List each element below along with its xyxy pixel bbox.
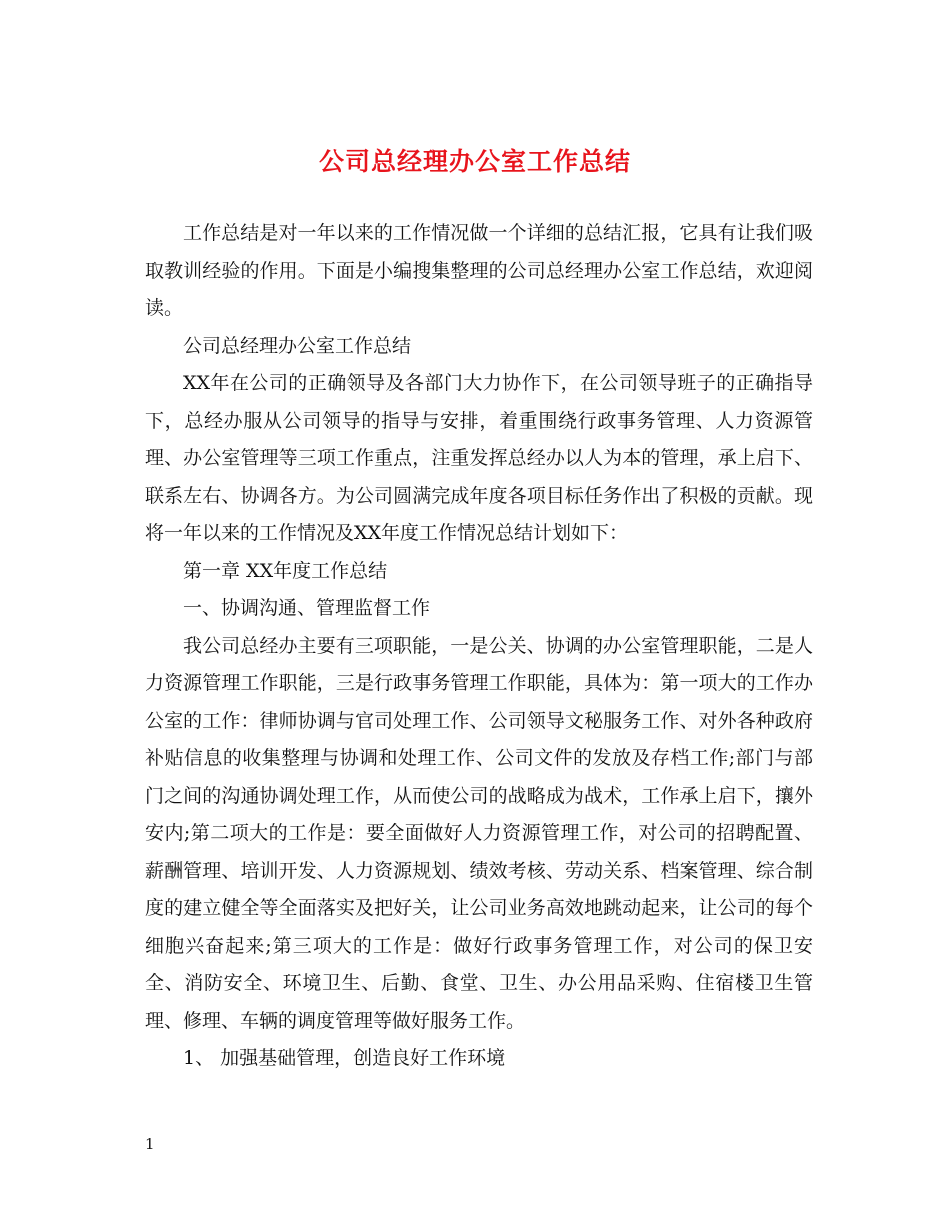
list-item-heading: 1、 加强基础管理，创造良好工作环境 [183,1047,506,1069]
document-body [145,215,813,1078]
page-number: 1 [145,1135,155,1153]
chapter-heading: 第一章 XX年度工作总结 [183,559,388,582]
intro-paragraph: 工作总结是对一年以来的工作情况做一个详细的总结汇报，它具有让我们吸取教训经验的作用。下面是小编搜集整理的公司总经理办公室工作总结，欢迎阅读。 [145,222,813,319]
overview-paragraph: XX年在公司的正确领导及各部门大力协作下，在公司领导班子的正确指导下，总经办服从公司领导的指导与安排，着重围绕行政事务管理、人力资源管理、办公室管理等三项工作重点，注重发挥总经办以人为本的管理，承上启下、联系左右、协调各方。为公司圆满完成年度各项目标任务作出了积极的贡献。现将一年以来的工作情况及XX年度工作情况总结计划如下： [145,372,813,544]
subsection-heading: 一、协调沟通、管理监督工作 [183,597,431,619]
document-title: 公司总经理办公室工作总结 [318,147,631,176]
duties-paragraph: 我公司总经办主要有三项职能，一是公关、协调的办公室管理职能，二是人力资源管理工作职能，三是行政事务管理工作职能，具体为：第一项大的工作办公室的工作：律师协调与官司处理工作、公司领导文秘服务工作、对外各种政府补贴信息的收集整理与协调和处理工作、公司文件的发放及存档工作;部门与部门之间的沟通协调处理工作，从而使公司的战略成为战术，工作承上启下，攘外安内;第二项大的工作是：要全面做好人力资源管理工作，对公司的招聘配置、薪酬管理、培训开发、人力资源规划、绩效考核、劳动关系、档案管理、综合制度的建立健全等全面落实及把好关，让公司业务高效地跳动起来，让公司的每个细胞兴奋起来;第三项大的工作是：做好行政事务管理工作，对公司的保卫安全、消防安全、环境卫生、后勤、食堂、卫生、办公用品采购、住宿楼卫生管理、修理、车辆的调度管理等做好服务工作。 [145,634,813,1032]
section-heading: 公司总经理办公室工作总结 [183,334,412,357]
